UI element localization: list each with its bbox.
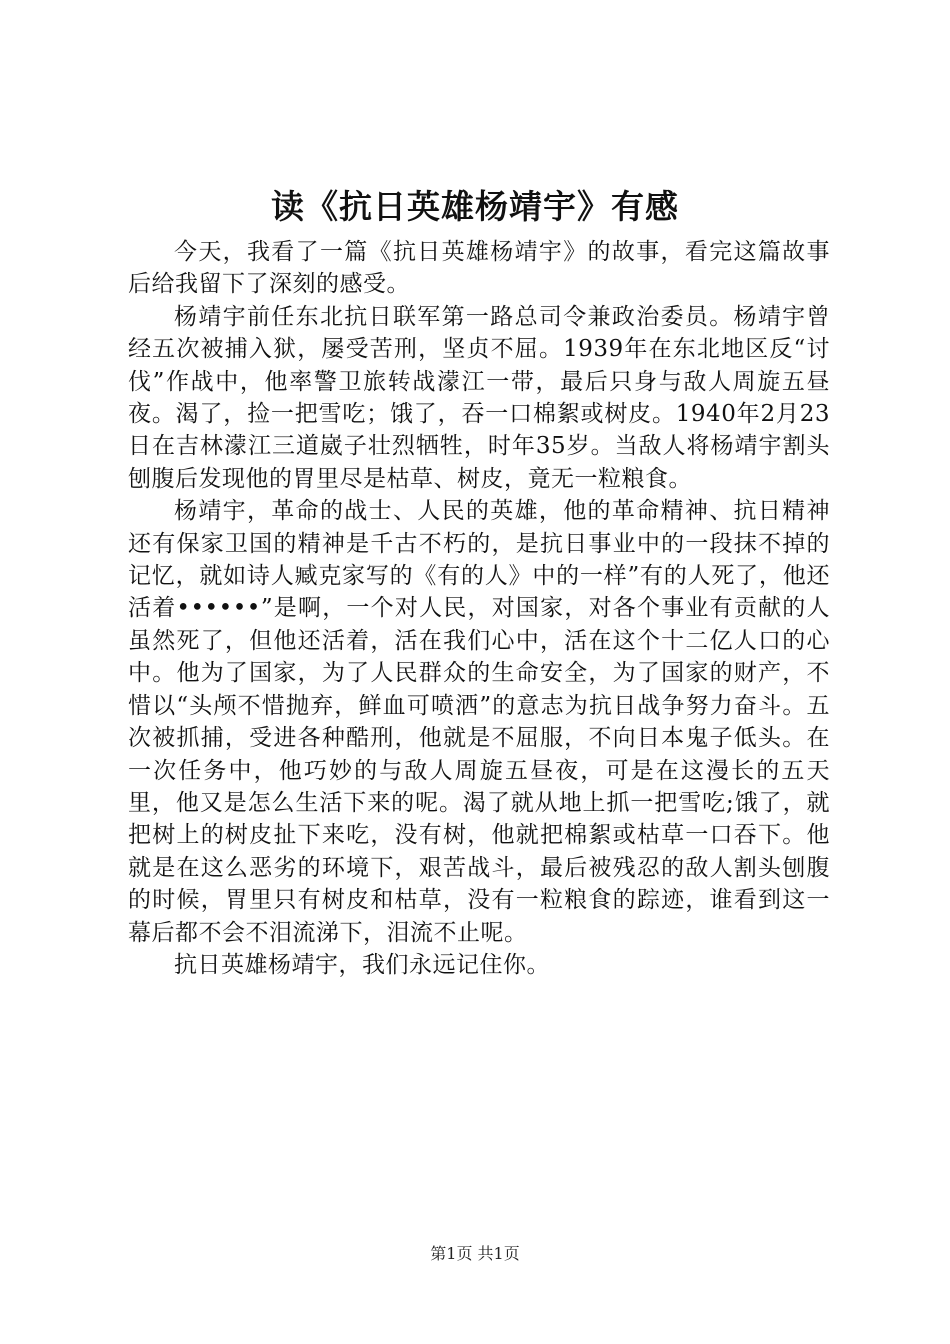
paragraph: 杨靖宇前任东北抗日联军第一路总司令兼政治委员。杨靖宇曾经五次被捕入狱，屡受苦刑，坚贞不屈。1939年在东北地区反“讨伐”作战中，他率警卫旅转战濛江一带，最后只身与敌人周旋五昼夜。渴了，捡一把雪吃；饿了，吞一口棉絮或树皮。1940年2月23日在吉林濛江三道崴子壮烈牺牲，时年35岁。当敌人将杨靖宇割头刨腹后发现他的胃里尽是枯草、树皮，竟无一粒粮食。 bbox=[128, 303, 830, 492]
paragraph: 抗日英雄杨靖宇，我们永远记住你。 bbox=[174, 951, 550, 978]
paragraph: 杨靖宇，革命的战士、人民的英雄，他的革命精神、抗日精神还有保家卫国的精神是千古不朽的，是抗日事业中的一段抹不掉的记忆，就如诗人臧克家写的《有的人》中的一样”有的人死了，他还活着••••••”是啊，一个对人民，对国家，对各个事业有贡献的人虽然死了，但他还活着，活在我们心中，活在这个十二亿人口的心中。他为了国家，为了人民群众的生命安全，为了国家的财产，不惜以“头颅不惜抛弃，鲜血可喷洒”的意志为抗日战争努力奋斗。五次被抓捕，受进各种酷刑，他就是不屈服，不向日本鬼子低头。在一次任务中，他巧妙的与敌人周旋五昼夜，可是在这漫长的五天里，他又是怎么生活下来的呢。渴了就从地上抓一把雪吃;饿了，就把树上的树皮扯下来吃，没有树，他就把棉絮或枯草一口吞下。他就是在这么恶劣的环境下，艰苦战斗，最后被残忍的敌人割头刨腹的时候，胃里只有树皮和枯草，没有一粒粮食的踪迹，谁看到这一幕后都不会不泪流涕下，泪流不止呢。 bbox=[128, 498, 830, 946]
page-number-footer: 第1页 共1页 bbox=[430, 1244, 520, 1263]
paragraph: 今天，我看了一篇《抗日英雄杨靖宇》的故事，看完这篇故事后给我留下了深刻的感受。 bbox=[128, 239, 830, 298]
document-body bbox=[128, 236, 830, 981]
document-title: 读《抗日英雄杨靖宇》有感 bbox=[271, 187, 679, 226]
